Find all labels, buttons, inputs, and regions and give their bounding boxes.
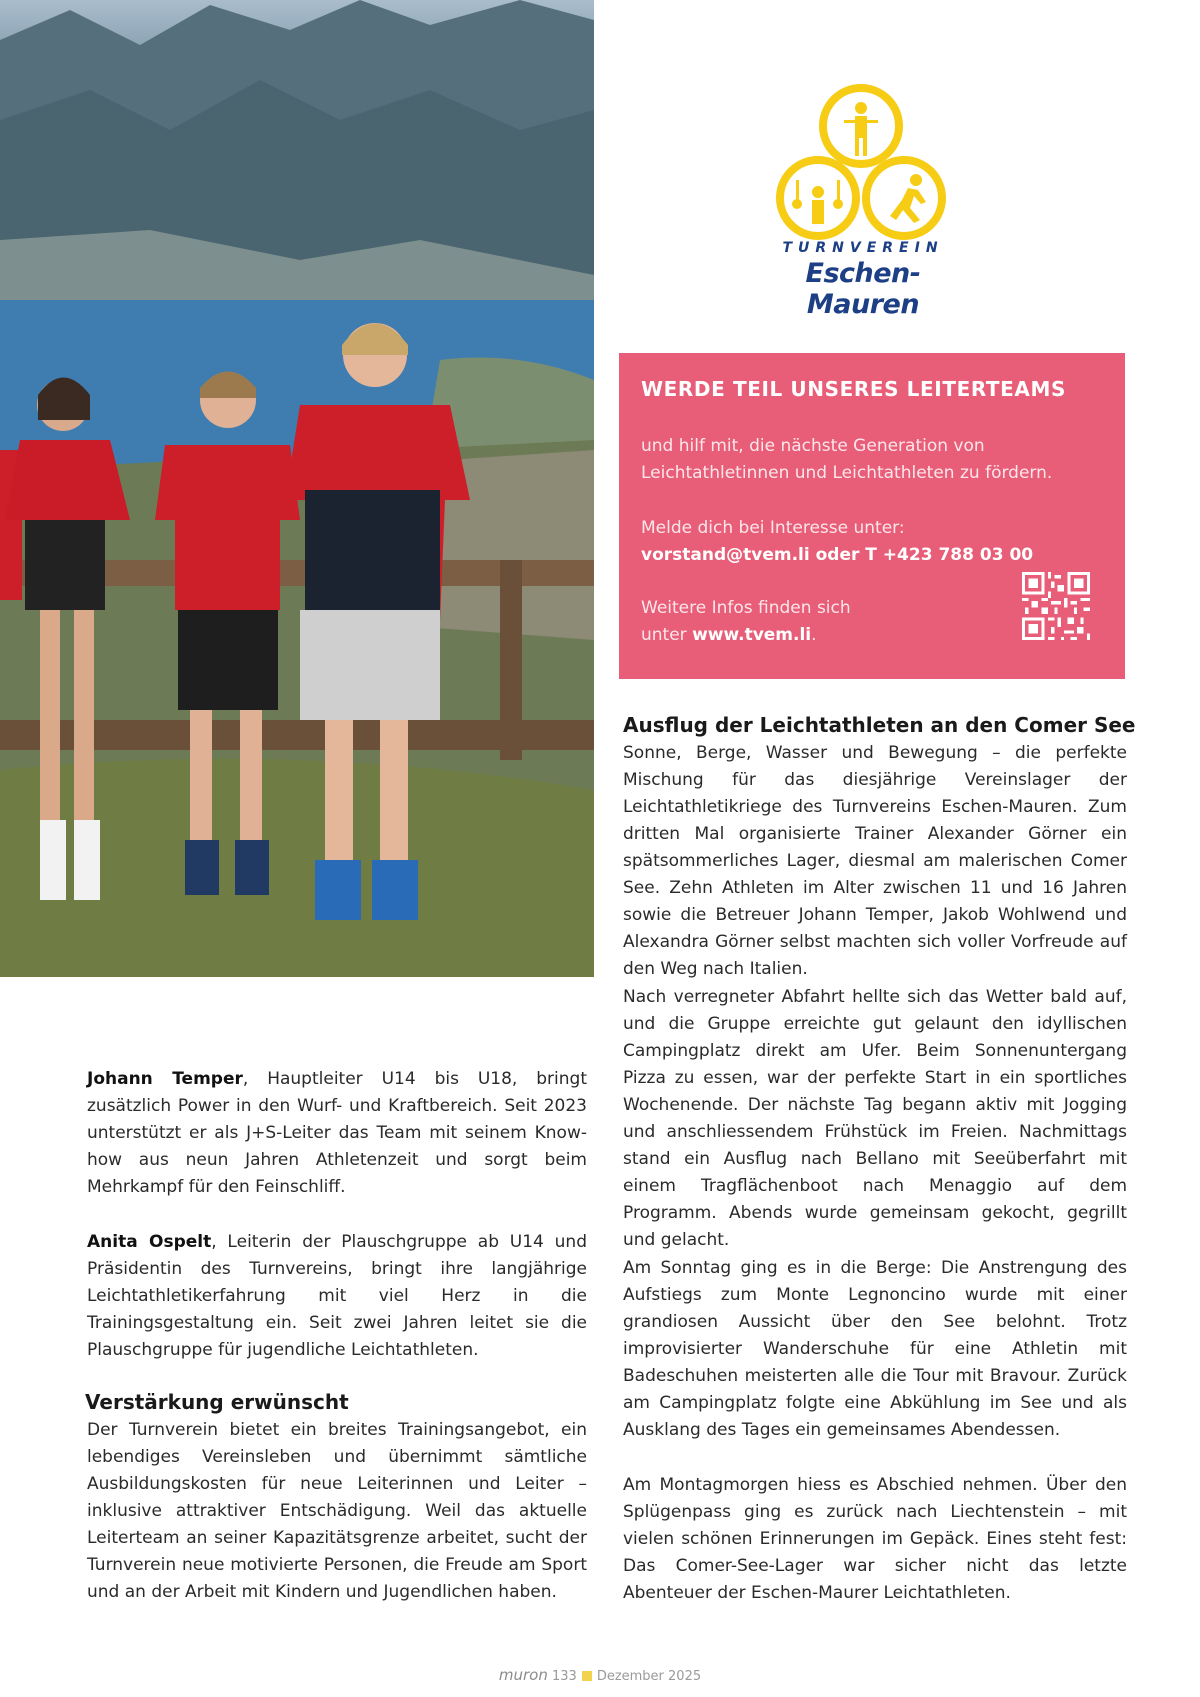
page-footer: [0, 1666, 1200, 1684]
article-paragraph-3: Am Sonntag ging es in die Berge: Die Anstrengung des Aufstiegs zum Monte Legnoncino wurde mit einer grandiosen Aussicht über den See belohnt. Trotz improvisierter Wanderschuhe für eine Athletin mit Badeschuhen meisterten alle die Tour mit Bravour. Zurück am Campingplatz folgte eine Abkühlung im See und als Ausklang des Tages ein gemeinsames Abendessen.: [623, 1258, 1127, 1440]
info-suffix: .: [811, 625, 817, 645]
info-prefix: unter: [641, 625, 687, 645]
magazine-name: muron: [498, 1666, 548, 1684]
reinforcement-paragraph: Der Turnverein bietet ein breites Trainingsangebot, ein lebendiges Vereinsleben und übernimmt sämtliche Ausbildungskosten für neue Leiterinnen und Leiter – inklusive attraktiver Entschädigung. Weil das aktuelle Leiterteam an seiner Kapazitätsgrenze arbeitet, sucht der Turnverein neue motivierte Personen, die Freude am Sport und an der Arbeit mit Kindern und Jugendlichen haben.: [87, 1420, 587, 1602]
leader-anita: [87, 1229, 587, 1364]
recruitment-info: [641, 595, 1001, 649]
contact-label: Melde dich bei Interesse unter:: [641, 518, 905, 538]
info-label: Weitere Infos finden sich: [641, 598, 851, 618]
issue-date: Dezember 2025: [596, 1669, 702, 1684]
logo-wordmark-name: Eschen-Mauren: [805, 258, 921, 320]
recruitment-title: WERDE TEIL UNSERES LEITERTEAMS: [641, 377, 1067, 401]
photo-illustration: [0, 0, 594, 977]
recruitment-contact: [641, 515, 1101, 569]
issue-number: 133: [551, 1669, 577, 1684]
section-heading-reinforcement: Verstärkung erwünscht: [85, 1390, 349, 1414]
qr-code-icon[interactable]: [1022, 572, 1090, 640]
recruitment-intro: und hilf mit, die nächste Generation von Leichtathletinnen und Leichtathleten zu fördern.: [641, 436, 1053, 483]
leader-name-johann: Johann Temper: [87, 1069, 243, 1089]
info-link[interactable]: www.tvem.li: [692, 625, 812, 645]
contact-value[interactable]: vorstand@tvem.li oder T +423 788 03 00: [641, 545, 1034, 565]
logo-wordmark-top: TURNVEREIN: [782, 240, 944, 256]
footer-square-icon: [582, 1671, 592, 1681]
leader-text-anita: , Leiterin der Plauschgruppe ab U14 und Präsidentin des Turnvereins, bringt ihre langjährige Leichtathletikerfahrung mit viel Herz in die Trainingsgestaltung ein. Seit zwei Jahren leitet sie die Plauschgruppe für jugendliche Leichtathleten.: [87, 1232, 587, 1360]
leader-johann: [87, 1066, 587, 1201]
recruitment-box: [619, 353, 1125, 679]
leader-text-johann: , Hauptleiter U14 bis U18, bringt zusätzlich Power in den Wurf- und Kraftbereich. Seit 2023 unterstützt er als J+S-Leiter das Team mit seinem Know-how aus neun Jahren Athletenzeit und sorgt beim Mehrkampf für den Feinschliff.: [87, 1069, 587, 1197]
article-paragraph-1: Sonne, Berge, Wasser und Bewegung – die perfekte Mischung für das diesjährige Vereinslager der Leichtathletikriege des Turnvereins Eschen-Mauren. Zum dritten Mal organisierte Trainer Alexander Görner ein spätsommerliches Lager, diesmal am malerischen Comer See. Zehn Athleten im Alter zwischen 11 und 16 Jahren sowie die Betreuer Johann Temper, Jakob Wohlwend und Alexandra Görner selbst machten sich voller Vorfreude auf den Weg nach Italien.: [623, 743, 1127, 979]
group-photo: [0, 0, 594, 977]
article-paragraph-4: Am Montagmorgen hiess es Abschied nehmen. Über den Splügenpass ging es zurück nach Liechtenstein – mit vielen schönen Erinnerungen im Gepäck. Eines steht fest: Das Comer-See-Lager war sicher nicht das letzte Abenteuer der Eschen-Maurer Leichtathleten.: [623, 1475, 1127, 1603]
leader-name-anita: Anita Ospelt: [87, 1232, 212, 1252]
article-paragraph-2: Nach verregneter Abfahrt hellte sich das Wetter bald auf, und die Gruppe erreichte gut gelaunt den idyllischen Campingplatz direkt am Ufer. Beim Sonnenuntergang Pizza zu essen, war der perfekte Start in ein sportliches Wochenende. Der nächste Tag begann aktiv mit Jogging und anschliessendem Frühstück im Freien. Nachmittags stand ein Ausflug nach Bellano mit Seeüberfahrt mit einem Tragflächenboot nach Menaggio auf dem Programm. Abends wurde gemeinsam gekocht, gegrillt und gelacht.: [623, 987, 1127, 1250]
article-heading: Ausflug der Leichtathleten an den Comer See: [623, 713, 1136, 737]
